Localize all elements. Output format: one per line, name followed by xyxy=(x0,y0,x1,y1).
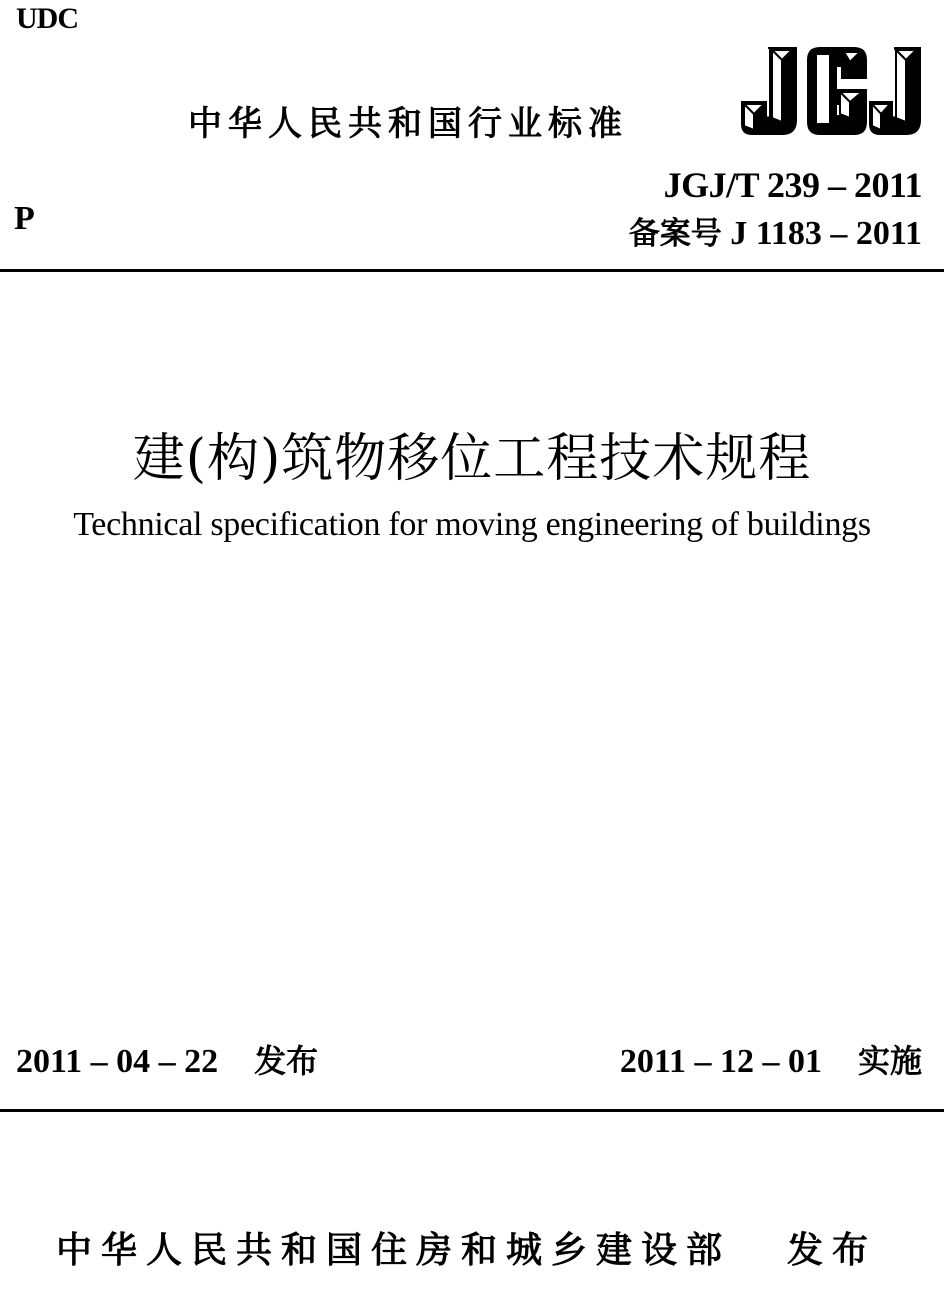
title-english: Technical specification for moving engineering of buildings xyxy=(73,506,871,543)
record-number xyxy=(629,208,922,253)
top-divider xyxy=(0,269,944,272)
record-number-value: J 1183 – 2011 xyxy=(730,215,922,252)
publisher-name: 中华人民共和国住房和城乡建设部 xyxy=(56,1230,732,1271)
issue-date xyxy=(16,1036,318,1082)
issue-date-value: 2011 – 04 – 22 xyxy=(16,1043,219,1080)
standard-number: JGJ/T 239 – 2011 xyxy=(663,165,922,205)
title-chinese: 建(构)筑物移位工程技术规程 xyxy=(132,429,812,489)
standard-type-heading: 中华人民共和国行业标准 xyxy=(188,104,628,144)
jgj-logo xyxy=(738,44,924,138)
issue-label: 发布 xyxy=(254,1042,319,1080)
implementation-label: 实施 xyxy=(857,1042,922,1080)
publisher xyxy=(56,1222,877,1273)
implementation-date-value: 2011 – 12 – 01 xyxy=(619,1043,822,1080)
udc-label: UDC xyxy=(16,2,78,35)
implementation-date xyxy=(620,1036,922,1082)
classification-label: P xyxy=(14,200,35,237)
jgj-logo-icon xyxy=(738,44,924,138)
bottom-divider xyxy=(0,1109,944,1112)
record-prefix: 备案号 xyxy=(628,216,722,252)
publish-label: 发布 xyxy=(787,1230,878,1271)
